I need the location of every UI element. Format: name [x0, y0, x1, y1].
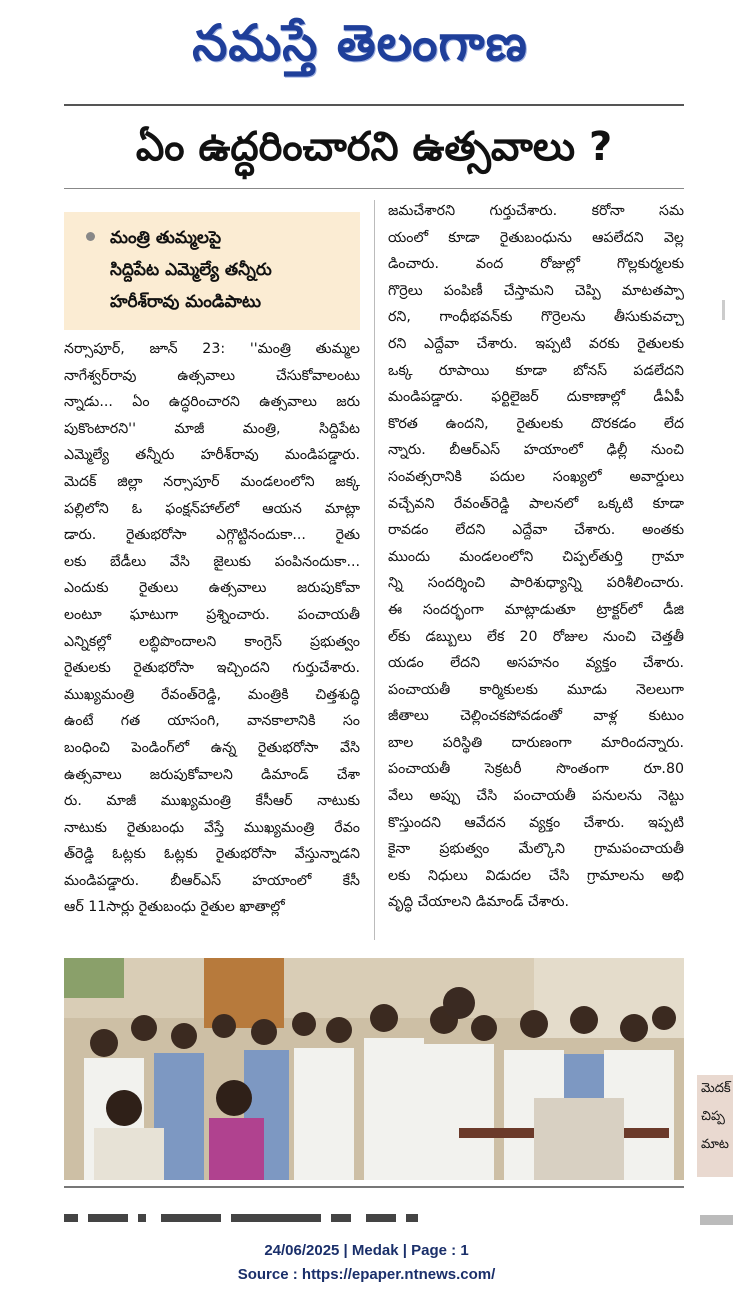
- body-line: ముందు మండలంలోని చిప్పల్‌తుర్తి గ్రామా: [388, 548, 684, 565]
- deck-line: మంత్రి తుమ్మలపై: [110, 228, 222, 248]
- body-line: జీతాలు చెల్లించకపోవడంతో వాళ్ల కుటుం: [388, 708, 684, 725]
- body-line: కైనా ప్రభుత్వం మేల్కొని గ్రామపంచాయతీ: [388, 841, 684, 858]
- page-edge-mark: [700, 1215, 733, 1225]
- body-line: లకు బేడీలు వేసి జైలుకు పంపినందుకా...: [64, 553, 360, 570]
- footer-date-page: 24/06/2025 | Medak | Page : 1: [264, 1242, 469, 1259]
- body-line: డారు. రైతుభరోసా ఎగ్గొట్టినందుకా... రైతు: [64, 527, 360, 544]
- body-line: సంవత్సరానికి పదుల సంఖ్యలో అవార్డులు: [388, 468, 684, 485]
- photo-caption-fragment: [697, 1075, 733, 1177]
- body-line: ముఖ్యమంత్రి రేవంత్‌రెడ్డి, మంత్రికి చిత్తశుద్ధి: [64, 686, 360, 703]
- body-line: ఉంటే గత యాసంగి, వానకాలానికి సం: [64, 713, 360, 730]
- body-line: లకు నిధులు విడుదల చేసి గ్రామాలను అభి: [388, 867, 684, 884]
- right-column: [388, 198, 684, 916]
- body-line: ల్‌కు డబ్బులు లేక 20 రోజుల నుంచి చెత్తతీ: [388, 628, 684, 645]
- body-line: బంధించి పెండింగ్‌లో ఉన్న రైతుభరోసా వేసి: [64, 739, 360, 756]
- body-line: గొర్రెలు పంపిణీ చేస్తామని చెప్పి మాటతప్పా: [388, 282, 684, 299]
- deck-line: హరీశ్‌రావు మండిపాటు: [110, 292, 261, 312]
- body-line: త్‌రెడ్డి ఓట్లకు ఓట్లకు రైతుభరోసా వేస్తున్నాడని: [64, 846, 360, 863]
- body-line: పుకొంటారని'' మాజీ మంత్రి, సిద్దిపేట: [64, 420, 360, 437]
- top-rule: [64, 104, 684, 106]
- body-line: మండిపడ్డారు. ఫర్టిలైజర్ దుకాణాల్లో డీఏపీ: [388, 389, 684, 406]
- page-edge-mark: [722, 300, 725, 320]
- news-photo: [64, 958, 684, 1180]
- headline-rule: [64, 188, 684, 189]
- body-line: ఈ సందర్భంగా మాట్లాడుతూ ట్రాక్టర్‌లో డీజి: [388, 601, 684, 618]
- deck-box: [64, 212, 360, 330]
- cut-off-next-headline: [64, 1214, 684, 1226]
- newspaper-masthead: నమస్తే తెలంగాణ: [192, 14, 528, 72]
- bullet-icon: [86, 232, 95, 241]
- body-line: యంలో కూడా రైతుబంధును ఆపలేదని వెల్ల: [388, 229, 684, 246]
- body-line: రని ఎద్దేవా చేశారు. ఇప్పటి వరకు రైతులకు: [388, 335, 684, 352]
- body-line: ఒక్క రూపాయి కూడా బోనస్ పడలేదని: [388, 362, 684, 379]
- caption-line: మెదక్: [701, 1081, 731, 1096]
- body-line: రావడం లేదని ఎద్దేవా చేశారు. అంతకు: [388, 522, 684, 539]
- caption-line: మాట: [701, 1137, 729, 1152]
- body-line: రు. మాజీ ముఖ్యమంత్రి కేసీఆర్ నాటుకు: [64, 793, 360, 810]
- body-line: వృద్ధి చేయాలని డిమాండ్ చేశారు.: [388, 894, 569, 911]
- body-line: న్ని సందర్శించి పారిశుధ్యాన్ని పరిశీలించారు.: [388, 575, 684, 592]
- body-line: న్నాడు... ఏం ఉద్ధరించారని ఉత్సవాలు జరు: [64, 394, 360, 411]
- body-line: యడం లేదని అసహనం వ్యక్తం చేశారు.: [388, 655, 684, 672]
- body-line: ఎన్నికల్లో లబ్ధిపొందాలని కాంగ్రెస్ ప్రభుత్వం: [64, 633, 360, 650]
- body-line: లంటూ ఘాటుగా ప్రశ్నించారు. పంచాయతీ: [64, 606, 360, 623]
- body-line: నాగేశ్వర్‌రావు ఉత్సవాలు చేసుకోవాలంటు: [64, 367, 360, 384]
- body-line: డించారు. వంద రోజుల్లో గొల్లకుర్మలకు: [388, 256, 684, 273]
- body-line: నాటుకు రైతుబంధు వేస్తే ముఖ్యమంత్రి రేవం: [64, 819, 360, 836]
- body-line: పంచాయతీ కార్మికులకు మూడు నెలలుగా: [388, 681, 684, 698]
- body-line: వేలు అప్పు చేసి పంచాయతీ పనులను నెట్టు: [388, 788, 684, 805]
- footer-source: Source : https://epaper.ntnews.com/: [237, 1266, 496, 1283]
- body-line: ఎమ్మెల్యే తన్నీరు హరీశ్‌రావు మండిపడ్డారు.: [64, 447, 360, 464]
- caption-line: చిప్ప: [701, 1109, 725, 1124]
- body-line: మెదక్ జిల్లా నర్సాపూర్ మండలంలోని జక్క: [64, 473, 360, 490]
- body-line: పంచాయతీ సెక్రటరీ సొంతంగా రూ.80: [388, 761, 684, 778]
- body-line: ఆర్ 11సార్లు రైతుబంధు రైతుల ఖాతాల్లో: [64, 899, 285, 916]
- body-line: వచ్చేవని రేవంత్‌రెడ్డి పాలనలో ఒక్కటి కూడా: [388, 495, 684, 512]
- body-line: ఉత్సవాలు జరుపుకోవాలని డిమాండ్ చేశా: [64, 766, 360, 783]
- body-line: రైతులకు రైతుభరోసా ఇచ్చిందని గుర్తుచేశారు.: [64, 660, 360, 677]
- body-line: ఎందుకు రైతులు ఉత్సవాలు జరుపుకోవా: [64, 580, 360, 597]
- body-line: న్నారు. బీఆర్‌ఎస్ హయాంలో ఢిల్లీ నుంచి: [388, 442, 684, 459]
- body-line: మండిపడ్డారు. బీఆర్‌ఎస్ హయాంలో కేసీ: [64, 872, 360, 889]
- body-line: పల్లిలోని ఓ ఫంక్షన్‌హాల్‌లో ఆయన మాట్లా: [64, 500, 360, 517]
- article-headline: ఏం ఉద్ధరించారని ఉత్సవాలు ?: [135, 124, 613, 170]
- body-line: జమచేశారని గుర్తుచేశారు. కరోనా సమ: [388, 203, 684, 219]
- body-line: బాల పరిస్థితి దారుణంగా మారిందన్నారు.: [388, 734, 684, 751]
- crowd-photo-illustration: [64, 958, 684, 1180]
- body-line: కొస్తుందని ఆవేదన వ్యక్తం చేశారు. ఇప్పటి: [388, 814, 684, 831]
- left-column: [64, 336, 360, 921]
- deck-line: సిద్దిపేట ఎమ్మెల్యే తన్నీరు: [110, 260, 272, 280]
- column-divider: [374, 200, 375, 940]
- body-line: నర్సాపూర్, జూన్ 23: ''మంత్రి తుమ్మల: [64, 341, 360, 357]
- body-line: కొరత ఉందని, రైతులకు దొరకడం లేద: [388, 415, 684, 432]
- body-line: రని, గాంధీభవన్‌కు గొర్రెలను తీసుకువచ్చా: [388, 309, 684, 326]
- bottom-rule: [64, 1186, 684, 1188]
